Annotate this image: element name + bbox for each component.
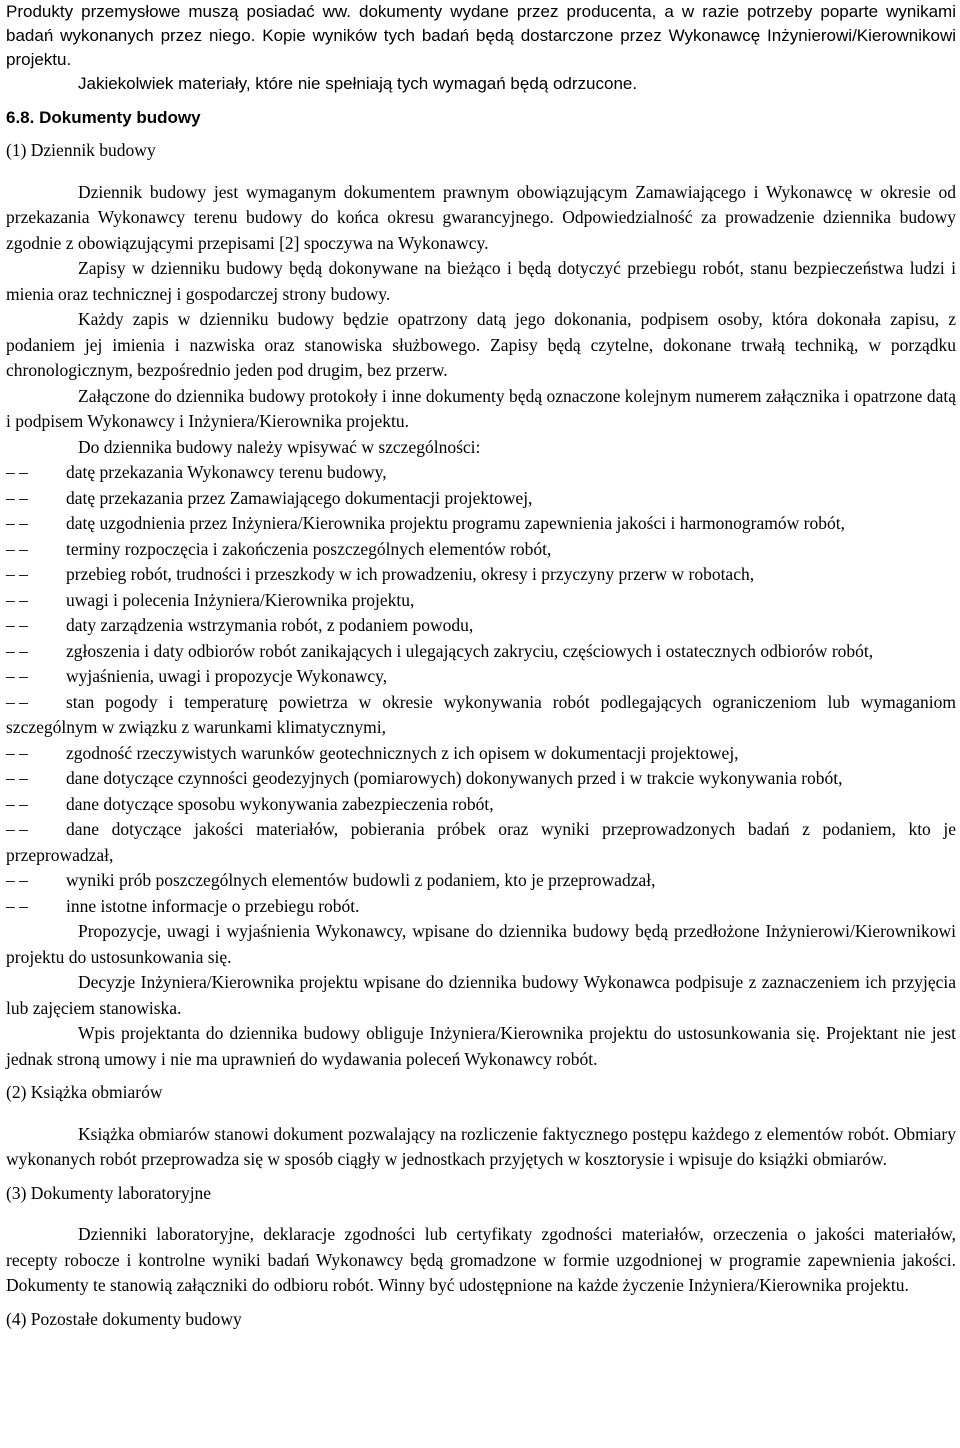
list-item-text: przebieg robót, trudności i przeszkody w ich prowadzeniu, okresy i przyczyny przerw w robotach, <box>66 564 755 584</box>
dash-marker: – – <box>6 513 28 533</box>
list-item <box>6 868 956 894</box>
list-item-text: zgłoszenia i daty odbiorów robót zanikających i ulegających zakryciu, częściowych i ostatecznych odbiorów robót, <box>66 640 874 661</box>
list-item-text: dane dotyczące czynności geodezyjnych (pomiarowych) dokonywanych przed i w trakcie wykonywania robót, <box>66 768 843 788</box>
dash-marker: – – <box>6 564 28 584</box>
dash-marker: – – <box>6 538 28 559</box>
spacer <box>6 1072 956 1080</box>
dash-marker: – – <box>6 589 28 610</box>
list-item <box>6 486 956 512</box>
list-item <box>6 460 956 486</box>
document-page <box>6 0 956 1348</box>
dash-marker: – – <box>6 462 28 482</box>
list-item-text: wyniki prób poszczególnych elementów budowli z podaniem, kto je przeprowadzał, <box>66 870 656 890</box>
list-item-text: datę przekazania przez Zamawiającego dokumentacji projektowej, <box>66 487 533 508</box>
spacer <box>6 1299 956 1307</box>
intro-paragraph-2: Jakiekolwiek materiały, które nie spełniają tych wymagań będą odrzucone. <box>78 74 638 93</box>
list-item <box>6 664 956 690</box>
ksiazka-paragraph: Książka obmiarów stanowi dokument pozwalający na rozliczenie faktycznego postępu każdego z elementów robót. Obmiary wykonanych robót przeprowadza się w sposób ciągły w jednostkach przyjętych w kosztorysie i wpisuje do książki obmiarów. <box>6 1123 956 1169</box>
dziennik-paragraph-5: Do dziennika budowy należy wpisywać w szczególności: <box>78 436 481 457</box>
list-item-text: zgodność rzeczywistych warunków geotechnicznych z ich opisem w dokumentacji projektowej, <box>66 742 739 763</box>
list-item <box>6 639 956 665</box>
list-item <box>6 766 956 792</box>
subsection-title-lab: (3) Dokumenty laboratoryjne <box>6 1182 212 1203</box>
dziennik-after-paragraph-1: Propozycje, uwagi i wyjaśnienia Wykonawcy, wpisane do dziennika budowy będą przedłożone Inżynierowi/Kierownikowi projektu do ustosunkowania się. <box>6 921 956 967</box>
list-item <box>6 741 956 767</box>
dash-marker: – – <box>6 768 28 788</box>
list-item-text: wyjaśnienia, uwagi i propozycje Wykonawcy, <box>66 666 388 686</box>
dziennik-paragraph-2: Zapisy w dzienniku budowy będą dokonywane na bieżąco i będą dotyczyć przebiegu robót, stanu bezpieczeństwa ludzi i mienia oraz technicznej i gospodarczej strony budowy. <box>6 258 956 304</box>
list-item <box>6 588 956 614</box>
dziennik-paragraph-4: Załączone do dziennika budowy protokoły i inne dokumenty będą oznaczone kolejnym numerem załącznika i opatrzone datą i podpisem Wykonawcy i Inżyniera/Kierownika projektu. <box>6 385 956 431</box>
dash-marker: – – <box>6 640 28 661</box>
list-item-text: dane dotyczące jakości materiałów, pobierania próbek oraz wyniki przeprowadzonych badań z podaniem, kto je przeprowadzał, <box>6 819 956 865</box>
dash-marker: – – <box>6 819 28 839</box>
spacer <box>6 1173 956 1181</box>
subsection-title-pozostale: (4) Pozostałe dokumenty budowy <box>6 1308 242 1329</box>
subsection-title-ksiazka: (2) Książka obmiarów <box>6 1082 163 1102</box>
dziennik-paragraph-1: Dziennik budowy jest wymaganym dokumentem prawnym obowiązującym Zamawiającego i Wykonawcę w okresie od przekazania Wykonawcy terenu budowy do końca okresu gwarancyjnego. Odpowiedzialność za prowadzenie dziennika budowy zgodnie z obowiązującymi przepisami [2] spoczywa na Wykonawcy. <box>6 181 956 253</box>
subsection-title-dziennik: (1) Dziennik budowy <box>6 140 156 160</box>
list-item-text: dane dotyczące sposobu wykonywania zabezpieczenia robót, <box>66 793 494 814</box>
lab-paragraph: Dzienniki laboratoryjne, deklaracje zgodności lub certyfikaty zgodności materiałów, orzeczenia o jakości materiałów, recepty robocze i kontrolne wyniki badań Wykonawcy będą gromadzone w formie uzgodnionej w programie zapewnienia jakości. Dokumenty te stanowią załączniki do odbioru robót. Winny być udostępnione na każde życzenie Inżyniera/Kierownika projektu. <box>6 1224 956 1295</box>
list-item-text: datę uzgodnienia przez Inżyniera/Kierownika projektu programu zapewnienia jakości i harmonogramów robót, <box>66 513 845 533</box>
dash-marker: – – <box>6 895 28 916</box>
list-item-text: uwagi i polecenia Inżyniera/Kierownika projektu, <box>66 589 415 610</box>
dash-marker: – – <box>6 870 28 890</box>
dash-marker: – – <box>6 487 28 508</box>
list-item <box>6 690 956 741</box>
list-item <box>6 511 956 537</box>
list-item-text: datę przekazania Wykonawcy terenu budowy, <box>66 462 387 482</box>
dash-marker: – – <box>6 742 28 763</box>
list-item-text: daty zarządzenia wstrzymania robót, z podaniem powodu, <box>66 615 474 635</box>
dziennik-after-paragraph-3: Wpis projektanta do dziennika budowy obliguje Inżyniera/Kierownika projektu do ustosunkowania się. Projektant nie jest jednak stroną umowy i nie ma uprawnień do wydawania poleceń Wykonawcy robót. <box>6 1023 956 1069</box>
list-item <box>6 792 956 818</box>
list-item <box>6 562 956 588</box>
list-item <box>6 894 956 920</box>
list-item <box>6 613 956 639</box>
list-item <box>6 817 956 868</box>
list-item-text: inne istotne informacje o przebiegu robót. <box>66 895 360 916</box>
dziennik-entries-list <box>6 460 956 919</box>
list-item-text: stan pogody i temperaturę powietrza w okresie wykonywania robót podlegających ograniczeniom lub wymaganiom szczególnym w związku z warunkami klimatycznymi, <box>6 691 956 737</box>
intro-paragraph-1: Produkty przemysłowe muszą posiadać ww. dokumenty wydane przez producenta, a w razie potrzeby poparte wynikami badań wykonanych przez niego. Kopie wyników tych badań będą dostarczone przez Wykonawcę Inżynierowi/Kierownikowi projektu. <box>6 2 956 69</box>
list-item <box>6 537 956 563</box>
dash-marker: – – <box>6 666 28 686</box>
dash-marker: – – <box>6 793 28 814</box>
dziennik-after-paragraph-2: Decyzje Inżyniera/Kierownika projektu wpisane do dziennika budowy Wykonawca podpisuje z zaznaczeniem ich przyjęcia lub zajęciem stanowiska. <box>6 972 956 1018</box>
dash-marker: – – <box>6 615 28 635</box>
dziennik-paragraph-3: Każdy zapis w dzienniku budowy będzie opatrzony datą jego dokonania, podpisem osoby, która dokonała zapisu, z podaniem jej imienia i nazwiska oraz stanowiska służbowego. Zapisy będą czytelne, dokonane trwałą techniką, w porządku chronologicznym, bezpośrednio jeden pod drugim, bez przerw. <box>6 309 956 380</box>
section-heading: 6.8. Dokumenty budowy <box>6 108 201 127</box>
list-item-text: terminy rozpoczęcia i zakończenia poszczególnych elementów robót, <box>66 538 552 559</box>
dash-marker: – – <box>6 691 28 712</box>
